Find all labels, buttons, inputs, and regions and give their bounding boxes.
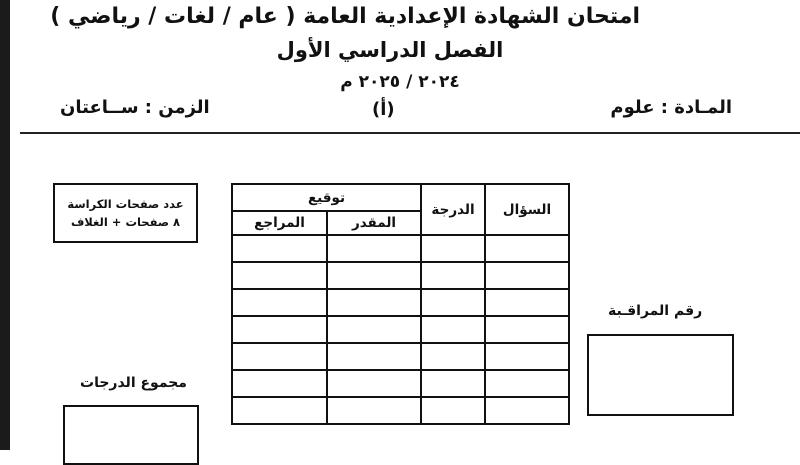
grade-cell[interactable]	[232, 316, 327, 343]
grade-cell[interactable]	[485, 235, 569, 262]
academic-year: ٢٠٢٤ / ٢٠٢٥ م	[340, 72, 460, 92]
grade-row	[232, 316, 569, 343]
grade-cell[interactable]	[421, 262, 485, 289]
grade-cell[interactable]	[232, 370, 327, 397]
reviewer-header: المراجع	[232, 211, 327, 235]
pages-count-box	[53, 183, 198, 243]
grade-cell[interactable]	[327, 343, 421, 370]
grade-row	[232, 235, 569, 262]
page-left-edge	[0, 0, 10, 450]
grade-cell[interactable]	[485, 397, 569, 424]
grade-cell[interactable]	[327, 289, 421, 316]
proctor-number-label: رقم المراقـبة	[608, 303, 703, 319]
exam-model: (أ)	[372, 99, 395, 120]
total-grades-box[interactable]	[63, 405, 199, 465]
header-divider	[20, 132, 800, 134]
pages-count-line2: ٨ صفحات + الغلاف	[70, 215, 181, 229]
grade-cell[interactable]	[485, 370, 569, 397]
grade-cell[interactable]	[421, 316, 485, 343]
grade-cell[interactable]	[421, 235, 485, 262]
grade-cell[interactable]	[421, 370, 485, 397]
grade-cell[interactable]	[421, 343, 485, 370]
grade-cell[interactable]	[232, 397, 327, 424]
grade-cell[interactable]	[327, 316, 421, 343]
grade-cell[interactable]	[327, 397, 421, 424]
exam-title: امتحان الشهادة الإعدادية العامة ( عام / لغات / رياضي )	[50, 4, 640, 29]
time-label: الزمن : ســاعتان	[60, 97, 210, 118]
grade-cell[interactable]	[327, 370, 421, 397]
grades-table	[231, 183, 570, 425]
grade-cell[interactable]	[485, 262, 569, 289]
grade-cell[interactable]	[327, 235, 421, 262]
subject-label: المـادة : علوم	[610, 97, 732, 118]
grade-header: الدرجة	[421, 184, 485, 235]
grade-cell[interactable]	[485, 343, 569, 370]
assessor-header: المقدر	[327, 211, 421, 235]
grade-row	[232, 370, 569, 397]
grade-cell[interactable]	[232, 262, 327, 289]
proctor-number-box[interactable]	[587, 334, 734, 416]
grade-cell[interactable]	[421, 289, 485, 316]
grade-row	[232, 289, 569, 316]
grade-row	[232, 397, 569, 424]
term-title: الفصل الدراسي الأول	[276, 38, 504, 62]
grade-cell[interactable]	[485, 316, 569, 343]
grade-cell[interactable]	[327, 262, 421, 289]
signature-header: توقيع	[232, 184, 421, 211]
grade-row	[232, 343, 569, 370]
grade-cell[interactable]	[232, 235, 327, 262]
pages-count-line1: عدد صفحات الكراسة	[67, 197, 184, 211]
grade-cell[interactable]	[232, 343, 327, 370]
grade-row	[232, 262, 569, 289]
grade-cell[interactable]	[485, 289, 569, 316]
grade-cell[interactable]	[421, 397, 485, 424]
grade-cell[interactable]	[232, 289, 327, 316]
question-header: السؤال	[485, 184, 569, 235]
total-grades-label: مجموع الدرجات	[80, 375, 187, 391]
